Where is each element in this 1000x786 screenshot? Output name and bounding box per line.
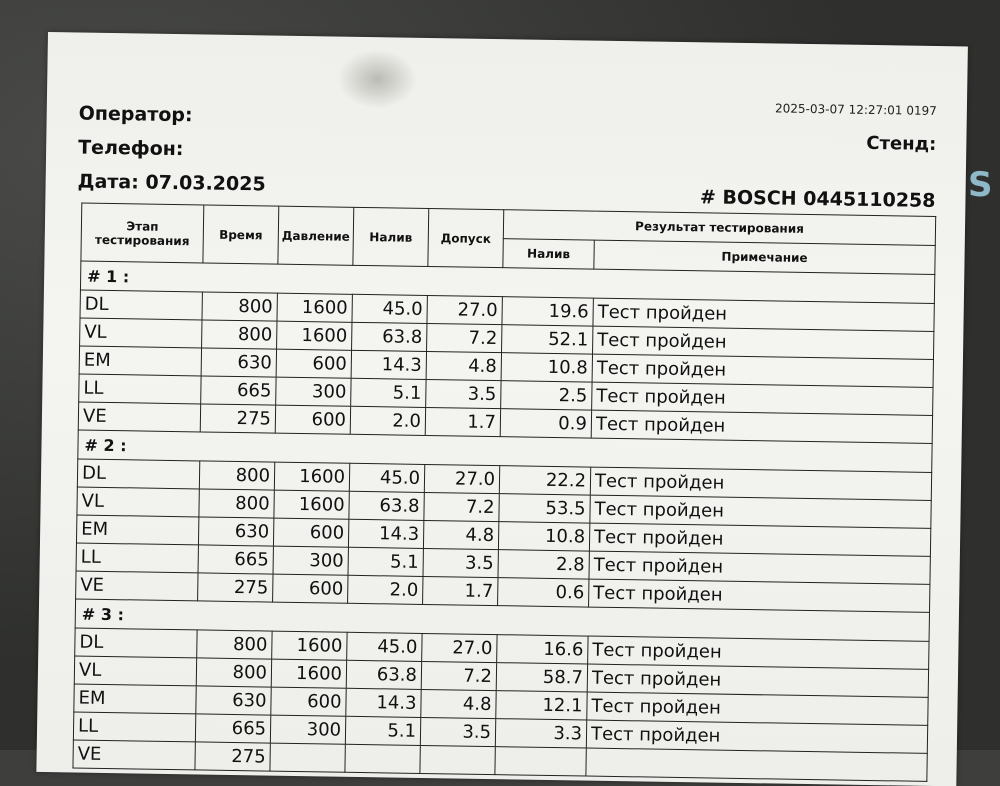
- note-cell: Тест пройден: [593, 298, 934, 331]
- section-label: # 3 :: [75, 599, 929, 641]
- pressure-cell: 1600: [277, 321, 352, 350]
- fill-cell: 2.0: [348, 575, 423, 604]
- header-tolerance: Допуск: [428, 209, 504, 268]
- note-cell: Тест пройден: [588, 636, 929, 669]
- header-result-fill: Налив: [503, 239, 594, 269]
- result-fill-cell: 2.5: [501, 381, 592, 410]
- tolerance-cell: 7.2: [427, 323, 502, 352]
- fill-cell: 45.0: [347, 632, 422, 661]
- tolerance-cell: 3.5: [423, 548, 498, 577]
- note-cell: Тест пройден: [589, 551, 930, 584]
- pressure-cell: 1600: [277, 293, 352, 322]
- tolerance-cell: 27.0: [422, 633, 497, 662]
- pressure-cell: 1600: [274, 462, 349, 491]
- tolerance-cell: 4.8: [423, 520, 498, 549]
- note-cell: Тест пройден: [589, 579, 930, 612]
- fill-cell: 14.3: [346, 688, 421, 717]
- stage-cell: EM: [74, 684, 196, 714]
- pressure-cell: 600: [273, 518, 348, 547]
- result-fill-cell: [495, 747, 586, 776]
- fill-cell: 5.1: [345, 716, 420, 745]
- note-cell: Тест пройден: [589, 523, 930, 556]
- header-result-group: Результат тестирования: [503, 210, 935, 246]
- tolerance-cell: 1.7: [423, 576, 498, 605]
- header-stage: Этап тестирования: [81, 203, 204, 263]
- print-timestamp: 2025-03-07 12:27:01 0197: [774, 101, 937, 118]
- time-cell: 665: [198, 545, 273, 574]
- note-cell: Тест пройден: [587, 664, 928, 697]
- time-cell: 800: [202, 292, 277, 321]
- fill-cell: 14.3: [348, 519, 423, 548]
- results-body: [73, 261, 935, 781]
- result-fill-cell: 22.2: [499, 466, 590, 495]
- pressure-cell: 300: [273, 546, 348, 575]
- pressure-cell: 300: [270, 715, 345, 744]
- dirt-smudge: [337, 49, 418, 110]
- fill-cell: 63.8: [349, 491, 424, 520]
- injector-model: # BOSCH 0445110258: [699, 186, 936, 212]
- time-cell: 275: [195, 742, 270, 771]
- note-cell: Тест пройден: [590, 467, 931, 500]
- fill-cell: 45.0: [352, 294, 427, 323]
- pressure-cell: [270, 743, 345, 772]
- tolerance-cell: 27.0: [427, 295, 502, 324]
- results-table: [72, 203, 936, 782]
- result-fill-cell: 12.1: [496, 691, 587, 720]
- result-fill-cell: 52.1: [502, 325, 593, 354]
- pressure-cell: 600: [273, 574, 348, 603]
- note-cell: Тест пройден: [591, 410, 932, 443]
- fill-cell: 63.8: [352, 322, 427, 351]
- pressure-cell: 600: [271, 687, 346, 716]
- result-fill-cell: 10.8: [498, 522, 589, 551]
- result-fill-cell: 16.6: [497, 635, 588, 664]
- stage-cell: LL: [76, 543, 198, 573]
- tolerance-cell: 7.2: [424, 492, 499, 521]
- tolerance-cell: 7.2: [421, 661, 496, 690]
- time-cell: 275: [198, 573, 273, 602]
- stage-cell: DL: [77, 459, 199, 489]
- pressure-cell: 1600: [271, 659, 346, 688]
- header-fill: Налив: [353, 207, 429, 266]
- time-cell: 800: [199, 461, 274, 490]
- note-cell: [586, 748, 927, 781]
- note-cell: Тест пройден: [593, 326, 934, 359]
- fill-cell: 63.8: [346, 660, 421, 689]
- stage-cell: VL: [74, 656, 196, 686]
- time-cell: 630: [198, 517, 273, 546]
- stage-cell: VE: [78, 402, 200, 432]
- stage-cell: VL: [77, 487, 199, 517]
- note-cell: Тест пройден: [586, 720, 927, 753]
- test-report-sheet: [36, 32, 968, 786]
- note-cell: Тест пройден: [590, 495, 931, 528]
- tolerance-cell: 4.8: [426, 351, 501, 380]
- header-note: Примечание: [594, 240, 935, 274]
- pressure-cell: 1600: [272, 631, 347, 660]
- time-cell: 665: [195, 714, 270, 743]
- pressure-cell: 600: [275, 405, 350, 434]
- header-pressure: Давление: [278, 206, 354, 265]
- tolerance-cell: 4.8: [421, 689, 496, 718]
- note-cell: Тест пройден: [587, 692, 928, 725]
- note-cell: Тест пройден: [592, 354, 933, 387]
- result-fill-cell: 0.6: [498, 578, 589, 607]
- pressure-cell: 300: [276, 377, 351, 406]
- stage-cell: EM: [79, 346, 201, 376]
- tolerance-cell: 3.5: [426, 379, 501, 408]
- fill-cell: [345, 744, 420, 773]
- result-fill-cell: 0.9: [500, 409, 591, 438]
- stand-label: Стенд:: [866, 132, 937, 155]
- fill-cell: 2.0: [350, 406, 425, 435]
- fill-cell: 14.3: [351, 350, 426, 379]
- date-line: [77, 170, 265, 195]
- pressure-cell: 1600: [274, 490, 349, 519]
- date-label: Дата:: [77, 170, 140, 194]
- result-fill-cell: 3.3: [495, 719, 586, 748]
- time-cell: 800: [199, 489, 274, 518]
- fill-cell: 5.1: [351, 378, 426, 407]
- stage-cell: DL: [80, 290, 202, 320]
- time-cell: 665: [201, 376, 276, 405]
- stage-cell: EM: [76, 515, 198, 545]
- note-cell: Тест пройден: [592, 382, 933, 415]
- tolerance-cell: 27.0: [424, 464, 499, 493]
- stage-cell: VE: [76, 571, 198, 601]
- stage-cell: LL: [79, 374, 201, 404]
- result-fill-cell: 10.8: [501, 353, 592, 382]
- section-label: # 2 :: [78, 430, 932, 472]
- fill-cell: 5.1: [348, 547, 423, 576]
- stage-cell: VE: [73, 740, 195, 770]
- result-fill-cell: 53.5: [499, 494, 590, 523]
- time-cell: 630: [201, 348, 276, 377]
- time-cell: 800: [197, 630, 272, 659]
- result-fill-cell: 58.7: [496, 663, 587, 692]
- background-edge-mark: S: [968, 165, 993, 205]
- time-cell: 800: [196, 658, 271, 687]
- stage-cell: LL: [73, 712, 195, 742]
- header-time: Время: [203, 205, 279, 264]
- operator-label: Оператор:: [78, 102, 193, 127]
- result-fill-cell: 2.8: [498, 550, 589, 579]
- time-cell: 800: [202, 320, 277, 349]
- fill-cell: 45.0: [349, 463, 424, 492]
- stage-cell: DL: [75, 628, 197, 658]
- section-label: # 1 :: [80, 261, 934, 303]
- stage-cell: VL: [80, 318, 202, 348]
- tolerance-cell: 3.5: [420, 717, 495, 746]
- time-cell: 630: [196, 686, 271, 715]
- result-fill-cell: 19.6: [502, 297, 593, 326]
- pressure-cell: 600: [276, 349, 351, 378]
- date-value: 07.03.2025: [145, 171, 266, 196]
- time-cell: 275: [200, 404, 275, 433]
- tolerance-cell: 1.7: [425, 407, 500, 436]
- phone-label: Телефон:: [78, 136, 184, 161]
